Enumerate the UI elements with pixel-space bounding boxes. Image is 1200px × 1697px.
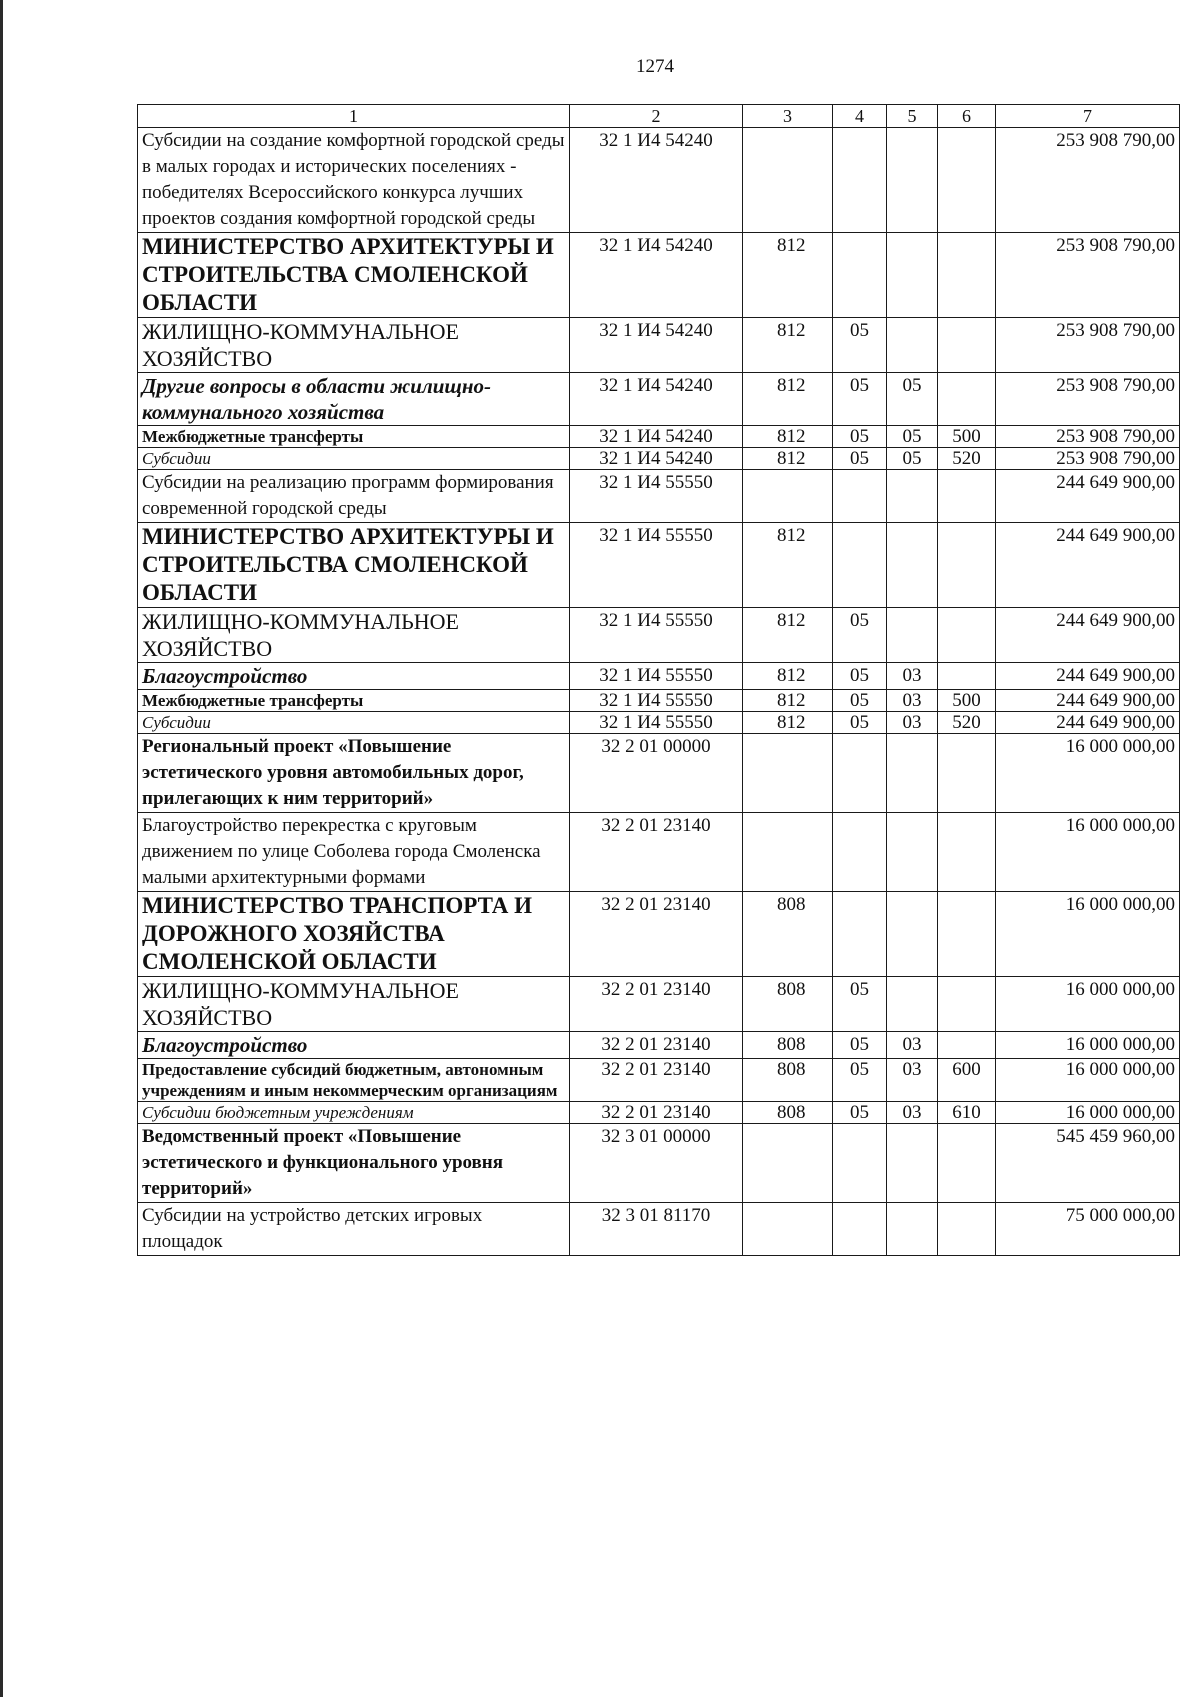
- section-code: 05: [833, 1059, 887, 1102]
- target-code: 32 2 01 23140: [570, 1032, 743, 1059]
- target-code: 32 1 И4 54240: [570, 128, 743, 233]
- amount: 16 000 000,00: [996, 1059, 1180, 1102]
- amount: 244 649 900,00: [996, 608, 1180, 663]
- department-code: 812: [743, 523, 833, 608]
- subsection-code: 05: [887, 426, 938, 448]
- row-name: Предоставление субсидий бюджетным, автономным учреждениям и иным некоммерческим организациям: [138, 1059, 570, 1102]
- section-code: [833, 470, 887, 523]
- subsection-code: [887, 128, 938, 233]
- subsection-code: [887, 1124, 938, 1203]
- header-cell-7: 7: [996, 105, 1180, 128]
- subsection-code: [887, 977, 938, 1032]
- section-code: [833, 523, 887, 608]
- row-name: ЖИЛИЩНО-КОММУНАЛЬНОЕ ХОЗЯЙСТВО: [138, 977, 570, 1032]
- table-row: [138, 712, 1180, 734]
- target-code: 32 1 И4 55550: [570, 663, 743, 690]
- target-code: 32 1 И4 55550: [570, 712, 743, 734]
- header-row: [138, 105, 1180, 128]
- section-code: 05: [833, 1032, 887, 1059]
- department-code: 812: [743, 690, 833, 712]
- subsection-code: 03: [887, 690, 938, 712]
- target-code: 32 1 И4 54240: [570, 373, 743, 426]
- row-name: ЖИЛИЩНО-КОММУНАЛЬНОЕ ХОЗЯЙСТВО: [138, 608, 570, 663]
- section-code: 05: [833, 712, 887, 734]
- amount: 16 000 000,00: [996, 734, 1180, 813]
- target-code: 32 1 И4 55550: [570, 470, 743, 523]
- target-code: 32 1 И4 54240: [570, 448, 743, 470]
- amount: 253 908 790,00: [996, 318, 1180, 373]
- table-row: [138, 523, 1180, 608]
- department-code: [743, 1124, 833, 1203]
- table-row: [138, 426, 1180, 448]
- table-row: [138, 318, 1180, 373]
- amount: 253 908 790,00: [996, 373, 1180, 426]
- department-code: [743, 734, 833, 813]
- expense-type: [938, 470, 996, 523]
- expense-type: [938, 813, 996, 892]
- section-code: [833, 734, 887, 813]
- expense-type: [938, 892, 996, 977]
- amount: 16 000 000,00: [996, 813, 1180, 892]
- subsection-code: [887, 734, 938, 813]
- table-row: [138, 608, 1180, 663]
- amount: 253 908 790,00: [996, 233, 1180, 318]
- subsection-code: [887, 892, 938, 977]
- subsection-code: 03: [887, 1032, 938, 1059]
- target-code: 32 2 01 23140: [570, 977, 743, 1032]
- header-cell-5: 5: [887, 105, 938, 128]
- subsection-code: [887, 233, 938, 318]
- department-code: 812: [743, 663, 833, 690]
- header-cell-3: 3: [743, 105, 833, 128]
- table-row: [138, 977, 1180, 1032]
- department-code: 812: [743, 448, 833, 470]
- department-code: 808: [743, 977, 833, 1032]
- target-code: 32 1 И4 54240: [570, 233, 743, 318]
- page-number: 1274: [636, 56, 674, 77]
- header-cell-4: 4: [833, 105, 887, 128]
- subsection-code: 03: [887, 1102, 938, 1124]
- section-code: 05: [833, 448, 887, 470]
- row-name: Межбюджетные трансферты: [138, 426, 570, 448]
- section-code: 05: [833, 318, 887, 373]
- row-name: МИНИСТЕРСТВО АРХИТЕКТУРЫ И СТРОИТЕЛЬСТВА СМОЛЕНСКОЙ ОБЛАСТИ: [138, 523, 570, 608]
- expense-type: [938, 1203, 996, 1256]
- subsection-code: [887, 608, 938, 663]
- section-code: [833, 233, 887, 318]
- section-code: 05: [833, 977, 887, 1032]
- row-name: МИНИСТЕРСТВО ТРАНСПОРТА И ДОРОЖНОГО ХОЗЯЙСТВА СМОЛЕНСКОЙ ОБЛАСТИ: [138, 892, 570, 977]
- section-code: [833, 813, 887, 892]
- table-row: [138, 1124, 1180, 1203]
- target-code: 32 3 01 00000: [570, 1124, 743, 1203]
- row-name: Субсидии бюджетным учреждениям: [138, 1102, 570, 1124]
- section-code: 05: [833, 426, 887, 448]
- amount: 75 000 000,00: [996, 1203, 1180, 1256]
- expense-type: [938, 1032, 996, 1059]
- department-code: 808: [743, 1059, 833, 1102]
- row-name: Благоустройство: [138, 1032, 570, 1059]
- subsection-code: 03: [887, 1059, 938, 1102]
- expense-type: [938, 373, 996, 426]
- subsection-code: 03: [887, 712, 938, 734]
- expense-type: 520: [938, 448, 996, 470]
- amount: 244 649 900,00: [996, 470, 1180, 523]
- subsection-code: [887, 1203, 938, 1256]
- amount: 16 000 000,00: [996, 977, 1180, 1032]
- section-code: 05: [833, 690, 887, 712]
- expense-type: [938, 318, 996, 373]
- section-code: [833, 1124, 887, 1203]
- department-code: [743, 470, 833, 523]
- amount: 253 908 790,00: [996, 128, 1180, 233]
- section-code: 05: [833, 373, 887, 426]
- expense-type: 610: [938, 1102, 996, 1124]
- department-code: 812: [743, 426, 833, 448]
- amount: 244 649 900,00: [996, 712, 1180, 734]
- target-code: 32 2 01 23140: [570, 1059, 743, 1102]
- subsection-code: [887, 470, 938, 523]
- amount: 244 649 900,00: [996, 523, 1180, 608]
- subsection-code: 03: [887, 663, 938, 690]
- table-row: [138, 1059, 1180, 1102]
- amount: 16 000 000,00: [996, 1032, 1180, 1059]
- department-code: 808: [743, 1102, 833, 1124]
- table-row: [138, 373, 1180, 426]
- row-name: МИНИСТЕРСТВО АРХИТЕКТУРЫ И СТРОИТЕЛЬСТВА СМОЛЕНСКОЙ ОБЛАСТИ: [138, 233, 570, 318]
- target-code: 32 2 01 00000: [570, 734, 743, 813]
- table-row: [138, 813, 1180, 892]
- expense-type: 520: [938, 712, 996, 734]
- amount: 253 908 790,00: [996, 448, 1180, 470]
- expense-type: [938, 663, 996, 690]
- amount: 16 000 000,00: [996, 1102, 1180, 1124]
- table-row: [138, 1203, 1180, 1256]
- target-code: 32 1 И4 55550: [570, 690, 743, 712]
- table-row: [138, 892, 1180, 977]
- table-row: [138, 734, 1180, 813]
- expense-type: [938, 734, 996, 813]
- department-code: 812: [743, 233, 833, 318]
- target-code: 32 2 01 23140: [570, 813, 743, 892]
- subsection-code: [887, 523, 938, 608]
- target-code: 32 2 01 23140: [570, 1102, 743, 1124]
- header-cell-6: 6: [938, 105, 996, 128]
- header-cell-2: 2: [570, 105, 743, 128]
- subsection-code: 05: [887, 448, 938, 470]
- expense-type: [938, 608, 996, 663]
- section-code: 05: [833, 608, 887, 663]
- row-name: ЖИЛИЩНО-КОММУНАЛЬНОЕ ХОЗЯЙСТВО: [138, 318, 570, 373]
- row-name: Благоустройство: [138, 663, 570, 690]
- department-code: 812: [743, 712, 833, 734]
- subsection-code: [887, 813, 938, 892]
- table-body: [138, 128, 1180, 1256]
- row-name: Благоустройство перекрестка с круговым движением по улице Соболева города Смоленска малыми архитектурными формами: [138, 813, 570, 892]
- expense-type: 500: [938, 690, 996, 712]
- expense-type: [938, 523, 996, 608]
- expense-type: 500: [938, 426, 996, 448]
- expense-type: [938, 977, 996, 1032]
- row-name: Субсидии: [138, 712, 570, 734]
- department-code: [743, 1203, 833, 1256]
- amount: 244 649 900,00: [996, 690, 1180, 712]
- row-name: Субсидии на создание комфортной городской среды в малых городах и исторических поселениях - победителях Всероссийского конкурса лучших проектов создания комфортной городской среды: [138, 128, 570, 233]
- department-code: [743, 128, 833, 233]
- row-name: Межбюджетные трансферты: [138, 690, 570, 712]
- row-name: Региональный проект «Повышение эстетического уровня автомобильных дорог, прилегающих к ним территорий»: [138, 734, 570, 813]
- target-code: 32 1 И4 55550: [570, 523, 743, 608]
- target-code: 32 1 И4 54240: [570, 318, 743, 373]
- row-name: Субсидии: [138, 448, 570, 470]
- amount: 545 459 960,00: [996, 1124, 1180, 1203]
- subsection-code: [887, 318, 938, 373]
- section-code: 05: [833, 663, 887, 690]
- table-row: [138, 1102, 1180, 1124]
- target-code: 32 2 01 23140: [570, 892, 743, 977]
- row-name: Ведомственный проект «Повышение эстетического и функционального уровня территорий»: [138, 1124, 570, 1203]
- target-code: 32 1 И4 54240: [570, 426, 743, 448]
- target-code: 32 1 И4 55550: [570, 608, 743, 663]
- target-code: 32 3 01 81170: [570, 1203, 743, 1256]
- section-code: 05: [833, 1102, 887, 1124]
- section-code: [833, 1203, 887, 1256]
- table-row: [138, 448, 1180, 470]
- section-code: [833, 892, 887, 977]
- amount: 16 000 000,00: [996, 892, 1180, 977]
- table-row: [138, 663, 1180, 690]
- department-code: 808: [743, 1032, 833, 1059]
- expense-type: [938, 1124, 996, 1203]
- table-row: [138, 233, 1180, 318]
- subsection-code: 05: [887, 373, 938, 426]
- department-code: [743, 813, 833, 892]
- expense-type: 600: [938, 1059, 996, 1102]
- section-code: [833, 128, 887, 233]
- row-name: Субсидии на реализацию программ формирования современной городской среды: [138, 470, 570, 523]
- table-row: [138, 1032, 1180, 1059]
- scan-edge: [0, 0, 3, 1697]
- expense-type: [938, 128, 996, 233]
- header-cell-1: 1: [138, 105, 570, 128]
- expense-type: [938, 233, 996, 318]
- table-row: [138, 470, 1180, 523]
- row-name: Субсидии на устройство детских игровых площадок: [138, 1203, 570, 1256]
- amount: 253 908 790,00: [996, 426, 1180, 448]
- table-row: [138, 128, 1180, 233]
- department-code: 812: [743, 373, 833, 426]
- row-name: Другие вопросы в области жилищно-коммунального хозяйства: [138, 373, 570, 426]
- department-code: 812: [743, 608, 833, 663]
- budget-table: [137, 104, 1180, 1256]
- amount: 244 649 900,00: [996, 663, 1180, 690]
- department-code: 812: [743, 318, 833, 373]
- department-code: 808: [743, 892, 833, 977]
- table-row: [138, 690, 1180, 712]
